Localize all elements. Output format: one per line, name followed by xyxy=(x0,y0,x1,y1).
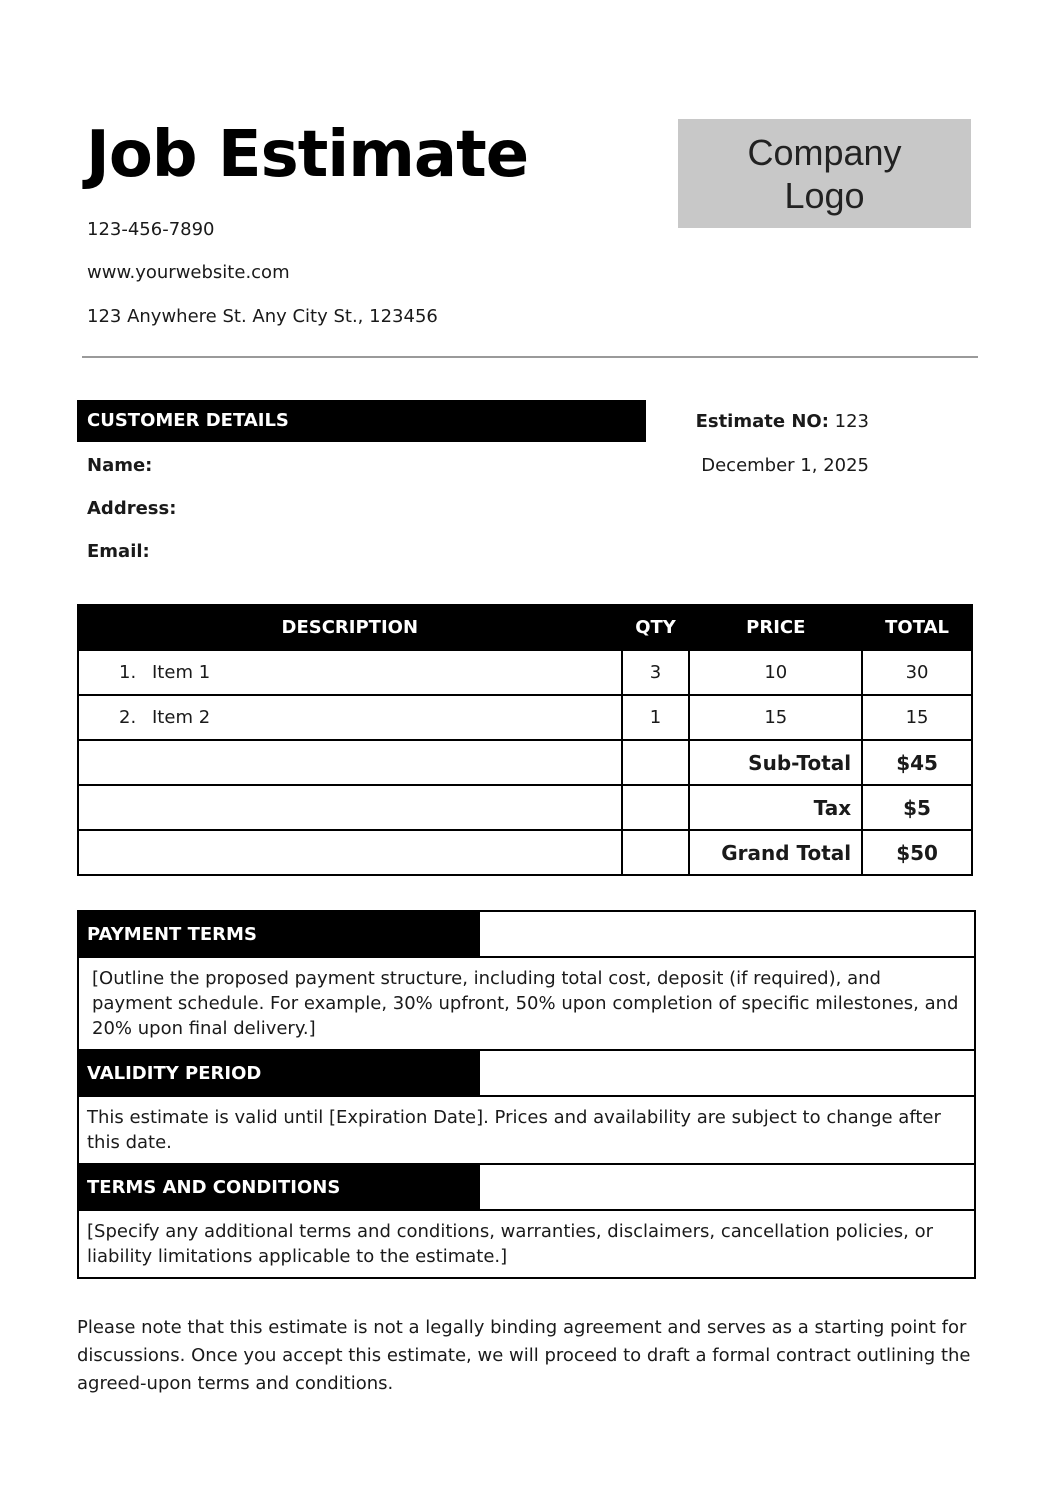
tax-row xyxy=(78,785,972,830)
company-logo-placeholder xyxy=(678,119,971,228)
empty-cell xyxy=(622,785,690,830)
company-address: 123 Anywhere St. Any City St., 123456 xyxy=(87,306,438,327)
table-row xyxy=(78,695,972,740)
validity-period-text: This estimate is valid until [Expiration Date]. Prices and availability are subject to change after this date. xyxy=(79,1097,974,1165)
column-header-price: PRICE xyxy=(689,605,862,650)
company-website: www.yourwebsite.com xyxy=(87,262,290,283)
item-name: Item 2 xyxy=(152,707,211,728)
subtotal-label: Sub-Total xyxy=(689,740,862,785)
items-table xyxy=(77,604,973,876)
payment-terms-heading: PAYMENT TERMS xyxy=(79,912,480,956)
grand-total-label: Grand Total xyxy=(689,830,862,875)
item-total: 30 xyxy=(862,650,972,695)
column-header-description: DESCRIPTION xyxy=(78,605,622,650)
customer-address-label: Address: xyxy=(87,498,177,519)
item-total: 15 xyxy=(862,695,972,740)
customer-details-heading: CUSTOMER DETAILS xyxy=(77,400,646,442)
terms-box xyxy=(77,910,976,1279)
company-phone: 123-456-7890 xyxy=(87,219,215,240)
estimate-number xyxy=(600,411,869,432)
tax-label: Tax xyxy=(689,785,862,830)
grand-total-value: $50 xyxy=(862,830,972,875)
terms-conditions-text: [Specify any additional terms and conditions, warranties, disclaimers, cancellation policies, or liability limitations applicable to the estimate.] xyxy=(87,1221,934,1267)
validity-period-header xyxy=(79,1051,974,1097)
estimate-number-label: Estimate NO: xyxy=(695,411,829,432)
empty-cell xyxy=(78,830,622,875)
table-row xyxy=(78,650,972,695)
terms-conditions-header xyxy=(79,1165,974,1211)
payment-terms-text: [Outline the proposed payment structure, including total cost, deposit (if required), and payment schedule. For example, 30% upfront, 50% upon completion of specific milestones, and 20% upon final delivery.] xyxy=(79,958,974,1051)
empty-cell xyxy=(622,740,690,785)
item-qty: 3 xyxy=(622,650,690,695)
item-description xyxy=(78,695,622,740)
customer-name-label: Name: xyxy=(87,455,153,476)
table-header-row xyxy=(78,605,972,650)
empty-cell xyxy=(78,740,622,785)
payment-terms-header xyxy=(79,912,974,958)
empty-cell xyxy=(622,830,690,875)
subtotal-value: $45 xyxy=(862,740,972,785)
footer-note: Please note that this estimate is not a legally binding agreement and serves as a starting point for discussions. Once you accept this estimate, we will proceed to draft a formal contract outlining the agreed-upon terms and conditions. xyxy=(77,1317,971,1394)
header-divider xyxy=(82,356,978,358)
empty-cell xyxy=(78,785,622,830)
item-number: 2. xyxy=(119,707,137,728)
item-description xyxy=(78,650,622,695)
column-header-qty: QTY xyxy=(622,605,690,650)
item-number: 1. xyxy=(119,662,137,683)
terms-conditions-heading: TERMS AND CONDITIONS xyxy=(79,1165,480,1209)
customer-email-label: Email: xyxy=(87,541,150,562)
item-name: Item 1 xyxy=(152,662,211,683)
item-qty: 1 xyxy=(622,695,690,740)
estimate-date: December 1, 2025 xyxy=(701,455,869,476)
grand-total-row xyxy=(78,830,972,875)
item-price: 15 xyxy=(689,695,862,740)
column-header-total: TOTAL xyxy=(862,605,972,650)
page-title: Job Estimate xyxy=(86,118,529,192)
logo-line-2: Logo xyxy=(784,174,865,216)
validity-period-heading: VALIDITY PERIOD xyxy=(79,1051,480,1095)
logo-line-1: Company xyxy=(747,131,902,173)
item-price: 10 xyxy=(689,650,862,695)
subtotal-row xyxy=(78,740,972,785)
estimate-number-value: 123 xyxy=(834,411,869,432)
tax-value: $5 xyxy=(862,785,972,830)
